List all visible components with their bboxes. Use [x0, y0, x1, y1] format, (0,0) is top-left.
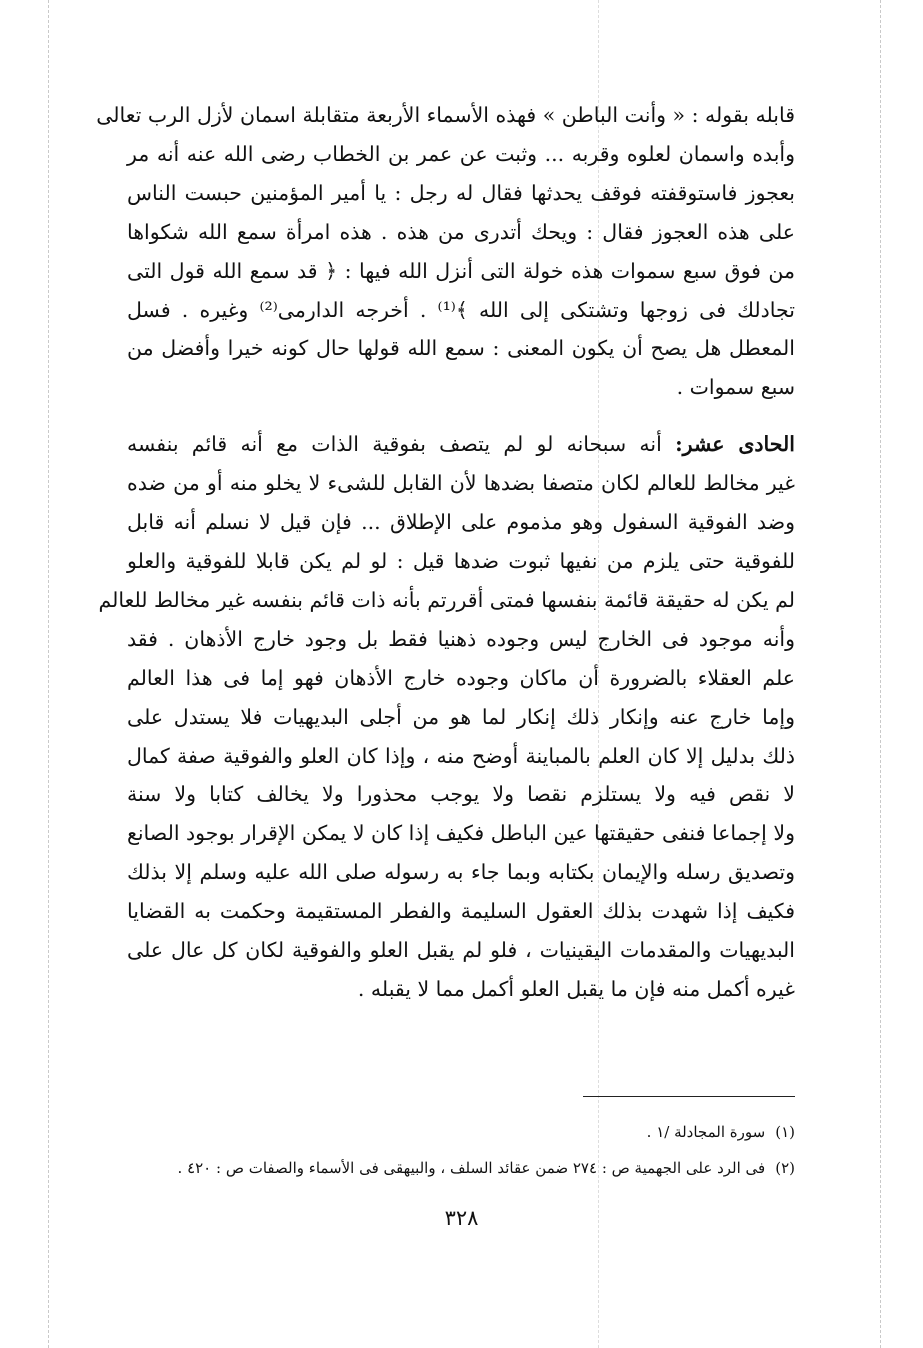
text-line: وأنه موجود فى الخارج ليس وجوده ذهنيا فقط بل وجود خارج الأذهان . فقد: [127, 626, 795, 651]
text-line: بعجوز فاستوقفته فوقف يحدثها فقال له رجل : يا أمير المؤمنين حبست الناس: [127, 180, 795, 205]
footnote-marker: (٢): [775, 1159, 795, 1177]
text-line: على هذه العجوز فقال : ويحك أتدرى من هذه . هذه امرأة سمع الله شكواها: [127, 219, 795, 244]
scan-fold-line-left: [48, 0, 49, 1348]
text-line: علم العقلاء بالضرورة أن ماكان وجوده خارج الأذهان فهو إما فى هذا العالم: [127, 665, 795, 690]
footnote-separator: [583, 1096, 795, 1097]
section-heading: الحادى عشر:: [675, 432, 795, 457]
main-text: [96, 96, 795, 1009]
footnote-marker: (١): [775, 1123, 795, 1141]
text-line: ولا إجماعا فنفى حقيقتها عين الباطل فكيف إذا كان لا يمكن الإقرار بوجود الصانع: [126, 821, 795, 846]
text-line: غيره أكمل منه فإن ما يقبل العلو أكمل مما لا يقبله .: [357, 976, 795, 1001]
text-line: سبع سموات .: [676, 375, 795, 400]
text-line: تجادلك فى زوجها وتشتكى إلى الله ﴾⁽¹⁾ . أخرجه الدارمى⁽²⁾ وغيره . فسل: [127, 297, 795, 322]
text-line: من فوق سبع سموات هذه خولة التى أنزل الله فيها : ﴿ قد سمع الله قول التى: [127, 258, 795, 283]
text-line: [127, 425, 795, 464]
text-line: ذلك بدليل إلا كان العلم بالمباينة أوضح منه ، وإذا كان العلو والفوقية صفة كمال: [127, 743, 795, 768]
footnote-2: [127, 1150, 795, 1186]
text-line-rest: أنه سبحانه لو لم يتصف بفوقية الذات مع أنه قائم بنفسه: [127, 432, 662, 457]
text-line: وإما خارج عنه وإنكار ذلك إنكار لما هو من أجلى البديهيات فلا يستدل على: [127, 704, 795, 729]
text-line: المعطل هل يصح أن يكون المعنى : سمع الله قولها حال كونه خيرا وأفضل من: [127, 336, 795, 361]
text-line: فكيف إذا شهدت بذلك العقول السليمة والفطر المستقيمة وحكمت به القضايا: [127, 899, 795, 924]
footnotes: [127, 1114, 795, 1186]
paragraph-2: [98, 425, 795, 1009]
text-line: وضد الفوقية السفول وهو مذموم على الإطلاق ... فإن قيل لا نسلم أنه قابل: [127, 510, 795, 535]
footnote-1: [127, 1114, 795, 1150]
scan-fold-line-right: [880, 0, 881, 1348]
text-line: للفوقية حتى يلزم من نفيها ثبوت ضدها قيل : لو لم يكن قابلا للفوقية والعلو: [127, 548, 795, 573]
text-line: قابله بقوله : « وأنت الباطن » فهذه الأسماء الأربعة متقابلة اسمان لأزل الرب تعالى: [96, 103, 795, 127]
text-line: وتصديق رسله والإيمان بكتابه وبما جاء به رسوله صلى الله عليه وسلم إلا بذلك: [127, 860, 795, 885]
page-number: ٣٢٨: [444, 1206, 479, 1230]
text-line: لم يكن له حقيقة قائمة بنفسها فمتى أقررتم بأنه ذات قائم بنفسه غير مخالط للعالم: [98, 587, 795, 612]
text-line: غير مخالط للعالم لكان متصفا بضدها لأن القابل للشىء لا يخلو منه أو من ضده: [127, 471, 795, 496]
footnote-text: فى الرد على الجهمية ص : ٢٧٤ ضمن عقائد السلف ، والبيهقى فى الأسماء والصفات ص : ٤٢٠ .: [177, 1159, 766, 1177]
text-line: لا نقص فيه ولا يستلزم نقصا ولا يوجب محذورا ولا يخالف كتابا ولا سنة: [127, 782, 795, 807]
footnote-text: سورة المجادلة /١ .: [646, 1123, 766, 1141]
text-line: البديهيات والمقدمات اليقينيات ، فلو لم يقبل العلو والفوقية لكان كل عال على: [127, 938, 795, 963]
paragraph-1: [96, 96, 795, 407]
text-line: وأبده واسمان لعلوه وقربه ... وثبت عن عمر بن الخطاب رضى الله عنه أنه مر: [127, 141, 795, 166]
